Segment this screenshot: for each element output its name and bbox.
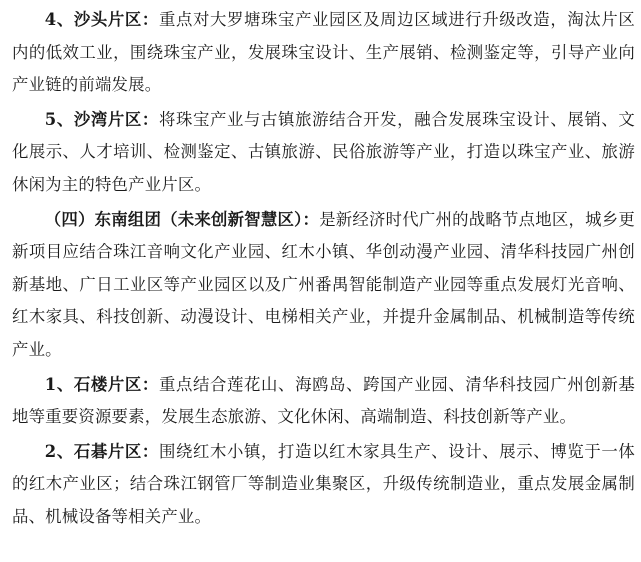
paragraph-shawan (12, 104, 635, 202)
paragraph-shiqi (12, 436, 635, 534)
section-text: 重点对大罗塘珠宝产业园区及周边区域进行升级改造，淘汰片区内的低效工业，围绕珠宝产业，发展珠宝设计、生产展销、检测鉴定等，引导产业向产业链的前端发展。 (12, 10, 635, 95)
section-heading: （四）东南组团（未来创新智慧区）： (44, 209, 320, 229)
paragraph-shatou (12, 4, 635, 102)
section-heading: 5、沙湾片区： (44, 109, 159, 129)
paragraph-shilou (12, 369, 635, 434)
section-heading: 4、沙头片区： (44, 10, 159, 29)
section-text: 是新经济时代广州的战略节点地区，城乡更新项目应结合珠江音响文化产业园、红木小镇、华创动漫产业园、清华科技园广州创新基地、广日工业区等产业园区以及广州番禺智能制造产业园等重点发展灯光音响、红木家具、科技创新、动漫设计、电梯相关产业，并提升金属制品、机械制造等传统产业。 (12, 209, 635, 359)
section-text: 重点结合莲花山、海鸥岛、跨国产业园、清华科技园广州创新基地等重要资源要素，发展生态旅游、文化休闲、高端制造、科技创新等产业。 (12, 374, 635, 427)
paragraph-southeast-group (12, 204, 635, 367)
section-text: 围绕红木小镇，打造以红木家具生产、设计、展示、博览于一体的红木产业区；结合珠江钢管厂等制造业集聚区，升级传统制造业，重点发展金属制品、机械设备等相关产业。 (12, 441, 635, 526)
section-text: 将珠宝产业与古镇旅游结合开发，融合发展珠宝设计、展销、文化展示、人才培训、检测鉴定、古镇旅游、民俗旅游等产业，打造以珠宝产业、旅游休闲为主的特色产业片区。 (12, 109, 635, 194)
section-heading: 2、石碁片区： (44, 441, 159, 461)
section-heading: 1、石楼片区： (44, 374, 159, 394)
